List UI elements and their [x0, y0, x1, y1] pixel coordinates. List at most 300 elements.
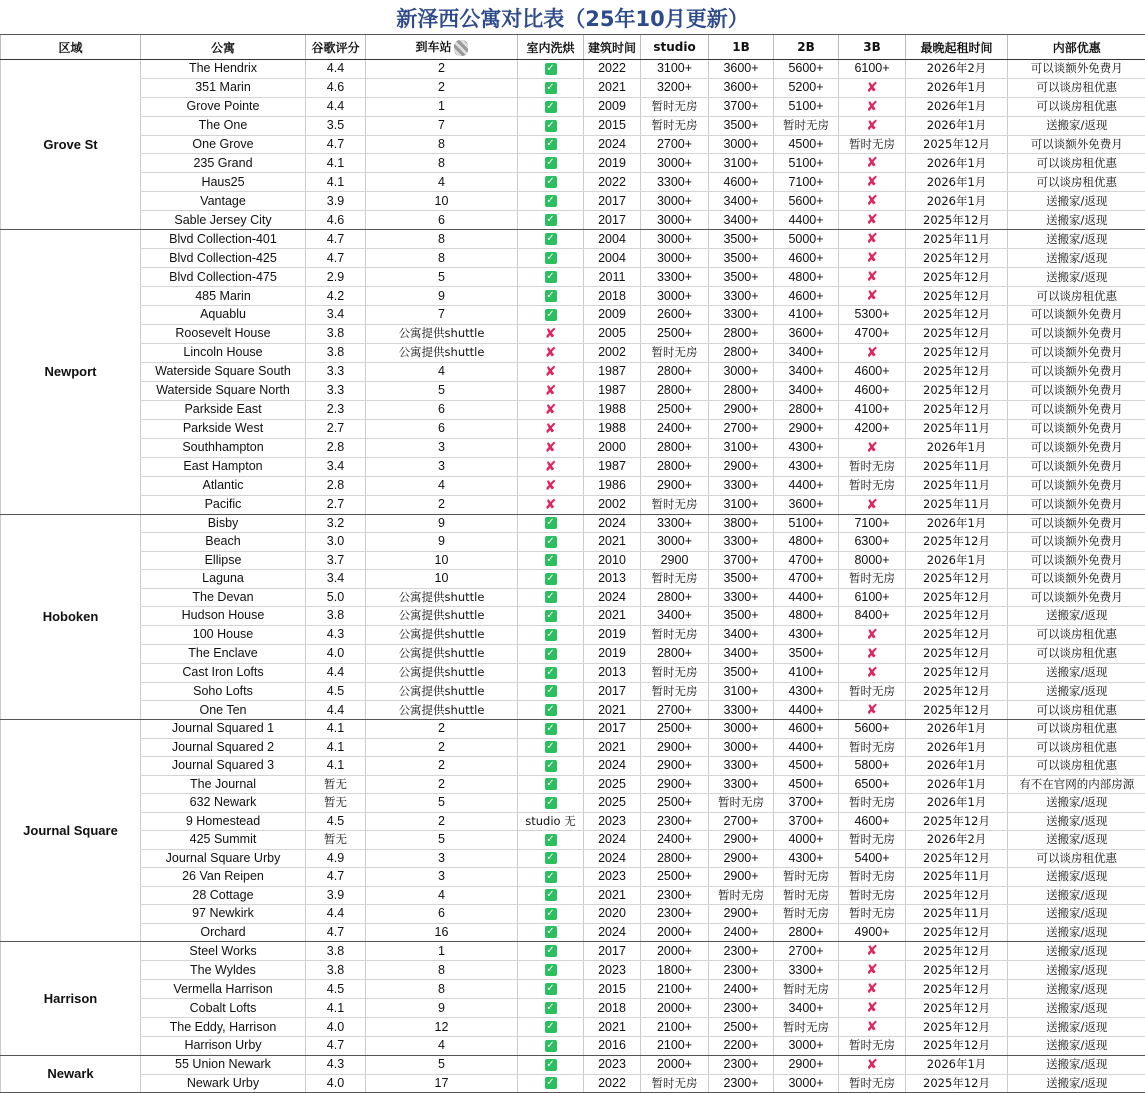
- 1b-cell: 2900+: [709, 849, 774, 868]
- header-apartment: [141, 35, 306, 60]
- laundry-cell: [518, 682, 584, 701]
- 3b-cell: [839, 116, 906, 135]
- apartment-cell: Hudson House: [141, 607, 306, 626]
- laundry-cell: [518, 831, 584, 850]
- table-row: [1, 533, 1145, 552]
- latest-move-in-cell: 2025年12月: [906, 812, 1008, 831]
- cross-icon: ✘: [866, 645, 878, 661]
- rating-cell: 2.8: [306, 476, 366, 495]
- station-cell: 3: [366, 438, 518, 457]
- apartment-cell: The Enclave: [141, 644, 306, 663]
- rating-cell: 3.8: [306, 343, 366, 362]
- 2b-cell: 2900+: [774, 419, 839, 438]
- studio-cell: 2000+: [641, 999, 709, 1018]
- perk-cell: 可以谈房租优惠: [1008, 154, 1145, 173]
- laundry-cell: [518, 211, 584, 230]
- apartment-cell: Pacific: [141, 495, 306, 514]
- year-cell: 2021: [584, 607, 641, 626]
- table-row: [1, 757, 1145, 776]
- 3b-cell: [839, 701, 906, 720]
- 2b-cell: 4500+: [774, 775, 839, 794]
- 2b-cell: 7100+: [774, 173, 839, 192]
- laundry-cell: [518, 324, 584, 343]
- apartment-cell: Cast Iron Lofts: [141, 663, 306, 682]
- header-label: 2B: [797, 40, 815, 54]
- cross-icon: ✘: [866, 439, 878, 455]
- year-cell: 2009: [584, 306, 641, 325]
- latest-move-in-cell: 2026年1月: [906, 720, 1008, 739]
- year-cell: 2017: [584, 720, 641, 739]
- year-cell: 2005: [584, 324, 641, 343]
- 2b-cell: 4300+: [774, 682, 839, 701]
- year-cell: 1987: [584, 457, 641, 476]
- 1b-cell: 2300+: [709, 999, 774, 1018]
- studio-cell: 暂时无房: [641, 625, 709, 644]
- station-cell: 5: [366, 268, 518, 287]
- 2b-cell: 4400+: [774, 211, 839, 230]
- 3b-cell: 暂时无房: [839, 457, 906, 476]
- station-cell: 16: [366, 923, 518, 942]
- rating-cell: 4.0: [306, 644, 366, 663]
- latest-move-in-cell: 2025年12月: [906, 961, 1008, 980]
- rating-cell: 暂无: [306, 794, 366, 813]
- table-row: [1, 135, 1145, 154]
- rating-cell: 2.3: [306, 400, 366, 419]
- header-laundry: [518, 35, 584, 60]
- perk-cell: 送搬家/返现: [1008, 230, 1145, 249]
- laundry-cell: [518, 438, 584, 457]
- table-row: [1, 400, 1145, 419]
- latest-move-in-cell: 2025年12月: [906, 211, 1008, 230]
- table-row: [1, 60, 1145, 79]
- laundry-cell: [518, 980, 584, 999]
- check-icon: ✓: [545, 741, 557, 753]
- station-cell: 5: [366, 1055, 518, 1074]
- check-icon: ✓: [545, 889, 557, 901]
- table-row: [1, 324, 1145, 343]
- rating-cell: 4.0: [306, 1018, 366, 1037]
- table-row: [1, 514, 1145, 533]
- cross-icon: ✘: [866, 344, 878, 360]
- cross-icon: ✘: [545, 401, 557, 417]
- 1b-cell: 2300+: [709, 1055, 774, 1074]
- laundry-cell: [518, 1037, 584, 1056]
- rating-cell: 3.5: [306, 116, 366, 135]
- apartment-cell: Journal Square Urby: [141, 849, 306, 868]
- year-cell: 1988: [584, 419, 641, 438]
- apartment-cell: Sable Jersey City: [141, 211, 306, 230]
- laundry-cell: [518, 343, 584, 362]
- table-row: [1, 438, 1145, 457]
- 2b-cell: 4400+: [774, 701, 839, 720]
- 3b-cell: [839, 644, 906, 663]
- check-icon: ✓: [545, 252, 557, 264]
- apartment-cell: Blvd Collection-475: [141, 268, 306, 287]
- rating-cell: 4.7: [306, 135, 366, 154]
- latest-move-in-cell: 2026年1月: [906, 738, 1008, 757]
- perk-cell: 可以谈额外免费月: [1008, 570, 1145, 589]
- year-cell: 2000: [584, 438, 641, 457]
- year-cell: 2021: [584, 1018, 641, 1037]
- 2b-cell: 4300+: [774, 849, 839, 868]
- latest-move-in-cell: 2025年12月: [906, 1037, 1008, 1056]
- year-cell: 2015: [584, 980, 641, 999]
- station-cell: 2: [366, 757, 518, 776]
- header-station: [366, 35, 518, 60]
- latest-move-in-cell: 2025年12月: [906, 923, 1008, 942]
- region-cell: Hoboken: [1, 514, 141, 720]
- studio-cell: 2500+: [641, 720, 709, 739]
- perk-cell: 可以谈房租优惠: [1008, 78, 1145, 97]
- 1b-cell: 3700+: [709, 551, 774, 570]
- cross-icon: ✘: [866, 980, 878, 996]
- studio-cell: 3000+: [641, 230, 709, 249]
- header-label: 室内洗烘: [526, 41, 574, 55]
- cross-icon: ✘: [866, 192, 878, 208]
- 1b-cell: 3100+: [709, 495, 774, 514]
- apartment-cell: Aquablu: [141, 306, 306, 325]
- apartment-cell: 26 Van Reipen: [141, 868, 306, 887]
- rating-cell: 4.4: [306, 97, 366, 116]
- table-row: [1, 192, 1145, 211]
- apartment-cell: Journal Squared 3: [141, 757, 306, 776]
- perk-cell: 可以谈房租优惠: [1008, 644, 1145, 663]
- studio-cell: 2500+: [641, 324, 709, 343]
- 3b-cell: [839, 1055, 906, 1074]
- laundry-cell: [518, 1018, 584, 1037]
- studio-cell: 3000+: [641, 287, 709, 306]
- check-icon: ✓: [545, 983, 557, 995]
- apartment-cell: 97 Newkirk: [141, 905, 306, 924]
- studio-cell: 暂时无房: [641, 1074, 709, 1093]
- check-icon: ✓: [545, 667, 557, 679]
- check-icon: ✓: [545, 648, 557, 660]
- rating-cell: 4.1: [306, 173, 366, 192]
- cross-icon: ✘: [866, 1018, 878, 1034]
- 2b-cell: 暂时无房: [774, 980, 839, 999]
- perk-cell: 可以谈房租优惠: [1008, 849, 1145, 868]
- perk-cell: 送搬家/返现: [1008, 192, 1145, 211]
- latest-move-in-cell: 2026年1月: [906, 192, 1008, 211]
- year-cell: 2022: [584, 60, 641, 79]
- perk-cell: 可以谈额外免费月: [1008, 381, 1145, 400]
- laundry-cell: [518, 738, 584, 757]
- region-cell: Newport: [1, 230, 141, 515]
- 2b-cell: 4500+: [774, 757, 839, 776]
- 3b-cell: [839, 211, 906, 230]
- 1b-cell: 3000+: [709, 362, 774, 381]
- apartment-cell: Parkside East: [141, 400, 306, 419]
- latest-move-in-cell: 2025年12月: [906, 980, 1008, 999]
- check-icon: ✓: [545, 852, 557, 864]
- check-icon: ✓: [545, 101, 557, 113]
- station-cell: 4: [366, 362, 518, 381]
- 3b-cell: 5800+: [839, 757, 906, 776]
- rating-cell: 4.7: [306, 230, 366, 249]
- perk-cell: 送搬家/返现: [1008, 942, 1145, 961]
- 3b-cell: [839, 154, 906, 173]
- 3b-cell: [839, 230, 906, 249]
- latest-move-in-cell: 2026年1月: [906, 794, 1008, 813]
- 2b-cell: 3400+: [774, 381, 839, 400]
- table-row: [1, 1037, 1145, 1056]
- cross-icon: ✘: [866, 1056, 878, 1072]
- studio-cell: 2800+: [641, 381, 709, 400]
- latest-move-in-cell: 2026年2月: [906, 60, 1008, 79]
- 1b-cell: 3300+: [709, 476, 774, 495]
- latest-move-in-cell: 2025年12月: [906, 362, 1008, 381]
- laundry-cell: [518, 625, 584, 644]
- station-cell: 2: [366, 495, 518, 514]
- 1b-cell: 2900+: [709, 905, 774, 924]
- table-row: [1, 419, 1145, 438]
- station-cell: 2: [366, 812, 518, 831]
- 2b-cell: 5600+: [774, 192, 839, 211]
- 1b-cell: 3400+: [709, 192, 774, 211]
- station-cell: 1: [366, 97, 518, 116]
- studio-cell: 3000+: [641, 192, 709, 211]
- 2b-cell: 3000+: [774, 1074, 839, 1093]
- perk-cell: 可以谈房租优惠: [1008, 173, 1145, 192]
- station-cell: 9: [366, 999, 518, 1018]
- station-cell: 公寓提供shuttle: [366, 607, 518, 626]
- apartment-cell: 235 Grand: [141, 154, 306, 173]
- studio-cell: 2800+: [641, 438, 709, 457]
- rating-cell: 4.6: [306, 211, 366, 230]
- rating-cell: 4.9: [306, 849, 366, 868]
- apartment-cell: 485 Marin: [141, 287, 306, 306]
- 1b-cell: 3600+: [709, 78, 774, 97]
- station-cell: 3: [366, 868, 518, 887]
- year-cell: 2019: [584, 644, 641, 663]
- station-cell: 4: [366, 886, 518, 905]
- year-cell: 2004: [584, 230, 641, 249]
- perk-cell: 可以谈额外免费月: [1008, 419, 1145, 438]
- perk-cell: 送搬家/返现: [1008, 682, 1145, 701]
- year-cell: 2021: [584, 738, 641, 757]
- rating-cell: 3.9: [306, 192, 366, 211]
- 1b-cell: 2300+: [709, 961, 774, 980]
- latest-move-in-cell: 2025年12月: [906, 607, 1008, 626]
- 3b-cell: 6100+: [839, 60, 906, 79]
- laundry-cell: [518, 961, 584, 980]
- laundry-cell: [518, 868, 584, 887]
- 3b-cell: 暂时无房: [839, 738, 906, 757]
- latest-move-in-cell: 2025年12月: [906, 625, 1008, 644]
- rating-cell: 4.4: [306, 905, 366, 924]
- rating-cell: 3.8: [306, 961, 366, 980]
- check-icon: ✓: [545, 610, 557, 622]
- 1b-cell: 3000+: [709, 135, 774, 154]
- apartment-cell: Harrison Urby: [141, 1037, 306, 1056]
- table-row: [1, 1018, 1145, 1037]
- apartment-cell: Orchard: [141, 923, 306, 942]
- latest-move-in-cell: 2025年12月: [906, 886, 1008, 905]
- laundry-cell: [518, 476, 584, 495]
- studio-cell: 2800+: [641, 588, 709, 607]
- latest-move-in-cell: 2025年12月: [906, 1018, 1008, 1037]
- year-cell: 2024: [584, 923, 641, 942]
- rating-cell: 3.4: [306, 570, 366, 589]
- table-row: [1, 701, 1145, 720]
- 1b-cell: 2700+: [709, 419, 774, 438]
- year-cell: 2024: [584, 849, 641, 868]
- header-rating: [306, 35, 366, 60]
- latest-move-in-cell: 2025年12月: [906, 306, 1008, 325]
- year-cell: 2025: [584, 775, 641, 794]
- 1b-cell: 2900+: [709, 831, 774, 850]
- 3b-cell: 5400+: [839, 849, 906, 868]
- 2b-cell: 3600+: [774, 324, 839, 343]
- latest-move-in-cell: 2025年11月: [906, 457, 1008, 476]
- year-cell: 2019: [584, 154, 641, 173]
- header-label: 最晚起租时间: [920, 41, 992, 55]
- apartment-cell: Vermella Harrison: [141, 980, 306, 999]
- 2b-cell: 4100+: [774, 663, 839, 682]
- region-cell: Harrison: [1, 942, 141, 1056]
- studio-cell: 2100+: [641, 980, 709, 999]
- 2b-cell: 5600+: [774, 60, 839, 79]
- 1b-cell: 3300+: [709, 588, 774, 607]
- year-cell: 2009: [584, 97, 641, 116]
- 3b-cell: [839, 495, 906, 514]
- studio-cell: 3100+: [641, 60, 709, 79]
- cross-icon: ✘: [866, 98, 878, 114]
- laundry-cell: [518, 644, 584, 663]
- check-icon: ✓: [545, 704, 557, 716]
- page-title: 新泽西公寓对比表（25年10月更新）: [0, 0, 1145, 35]
- 2b-cell: 4300+: [774, 457, 839, 476]
- 3b-cell: 6100+: [839, 588, 906, 607]
- station-cell: 5: [366, 381, 518, 400]
- station-cell: 9: [366, 533, 518, 552]
- studio-cell: 3000+: [641, 249, 709, 268]
- year-cell: 2021: [584, 701, 641, 720]
- check-icon: ✓: [545, 82, 557, 94]
- year-cell: 2013: [584, 663, 641, 682]
- laundry-cell: [518, 720, 584, 739]
- perk-cell: 可以谈额外免费月: [1008, 306, 1145, 325]
- rating-cell: 暂无: [306, 775, 366, 794]
- rating-cell: 3.3: [306, 381, 366, 400]
- studio-cell: 2600+: [641, 306, 709, 325]
- latest-move-in-cell: 2025年12月: [906, 533, 1008, 552]
- rating-cell: 4.3: [306, 1055, 366, 1074]
- 1b-cell: 2700+: [709, 812, 774, 831]
- studio-cell: 3300+: [641, 173, 709, 192]
- latest-move-in-cell: 2026年1月: [906, 173, 1008, 192]
- rating-cell: 2.8: [306, 438, 366, 457]
- 3b-cell: [839, 97, 906, 116]
- studio-cell: 2700+: [641, 135, 709, 154]
- year-cell: 2002: [584, 343, 641, 362]
- rating-cell: 3.4: [306, 306, 366, 325]
- table-row: [1, 980, 1145, 999]
- perk-cell: 送搬家/返现: [1008, 923, 1145, 942]
- rating-cell: 4.5: [306, 682, 366, 701]
- rating-cell: 3.9: [306, 886, 366, 905]
- laundry-cell: [518, 381, 584, 400]
- latest-move-in-cell: 2025年12月: [906, 268, 1008, 287]
- laundry-cell: [518, 419, 584, 438]
- table-row: [1, 961, 1145, 980]
- table-row: [1, 738, 1145, 757]
- 1b-cell: 暂时无房: [709, 794, 774, 813]
- station-cell: 公寓提供shuttle: [366, 701, 518, 720]
- 2b-cell: 4300+: [774, 438, 839, 457]
- rating-cell: 2.7: [306, 495, 366, 514]
- station-cell: 5: [366, 831, 518, 850]
- cross-icon: ✘: [866, 117, 878, 133]
- 1b-cell: 3100+: [709, 154, 774, 173]
- 1b-cell: 4600+: [709, 173, 774, 192]
- table-row: [1, 849, 1145, 868]
- studio-cell: 2300+: [641, 886, 709, 905]
- 1b-cell: 3300+: [709, 775, 774, 794]
- station-cell: 2: [366, 60, 518, 79]
- perk-cell: 送搬家/返现: [1008, 116, 1145, 135]
- 2b-cell: 4100+: [774, 306, 839, 325]
- laundry-cell: [518, 78, 584, 97]
- studio-cell: 3300+: [641, 514, 709, 533]
- station-cell: 10: [366, 551, 518, 570]
- 1b-cell: 3500+: [709, 116, 774, 135]
- 3b-cell: 暂时无房: [839, 831, 906, 850]
- station-cell: 2: [366, 720, 518, 739]
- laundry-cell: studio 无: [518, 812, 584, 831]
- apartment-cell: Parkside West: [141, 419, 306, 438]
- 2b-cell: 4700+: [774, 551, 839, 570]
- check-icon: ✓: [545, 685, 557, 697]
- latest-move-in-cell: 2025年12月: [906, 588, 1008, 607]
- 3b-cell: 5600+: [839, 720, 906, 739]
- 1b-cell: 3300+: [709, 701, 774, 720]
- 3b-cell: 4200+: [839, 419, 906, 438]
- apartment-cell: The Hendrix: [141, 60, 306, 79]
- check-icon: ✓: [545, 591, 557, 603]
- latest-move-in-cell: 2026年1月: [906, 78, 1008, 97]
- perk-cell: 可以谈额外免费月: [1008, 60, 1145, 79]
- latest-move-in-cell: 2025年11月: [906, 230, 1008, 249]
- studio-cell: 2800+: [641, 457, 709, 476]
- cross-icon: ✘: [866, 701, 878, 717]
- perk-cell: 可以谈额外免费月: [1008, 588, 1145, 607]
- table-row: [1, 230, 1145, 249]
- station-cell: 17: [366, 1074, 518, 1093]
- studio-cell: 2900: [641, 551, 709, 570]
- 3b-cell: 暂时无房: [839, 1074, 906, 1093]
- year-cell: 2024: [584, 135, 641, 154]
- 3b-cell: [839, 1018, 906, 1037]
- header-region: [1, 35, 141, 60]
- laundry-cell: [518, 607, 584, 626]
- laundry-cell: [518, 514, 584, 533]
- check-icon: ✓: [545, 554, 557, 566]
- latest-move-in-cell: 2026年1月: [906, 97, 1008, 116]
- apartment-cell: Laguna: [141, 570, 306, 589]
- station-cell: 公寓提供shuttle: [366, 682, 518, 701]
- laundry-cell: [518, 849, 584, 868]
- year-cell: 2018: [584, 287, 641, 306]
- rating-cell: 4.5: [306, 980, 366, 999]
- 1b-cell: 3300+: [709, 287, 774, 306]
- studio-cell: 2000+: [641, 923, 709, 942]
- table-row: [1, 343, 1145, 362]
- table-row: [1, 154, 1145, 173]
- laundry-cell: [518, 757, 584, 776]
- perk-cell: 可以谈额外免费月: [1008, 343, 1145, 362]
- laundry-cell: [518, 249, 584, 268]
